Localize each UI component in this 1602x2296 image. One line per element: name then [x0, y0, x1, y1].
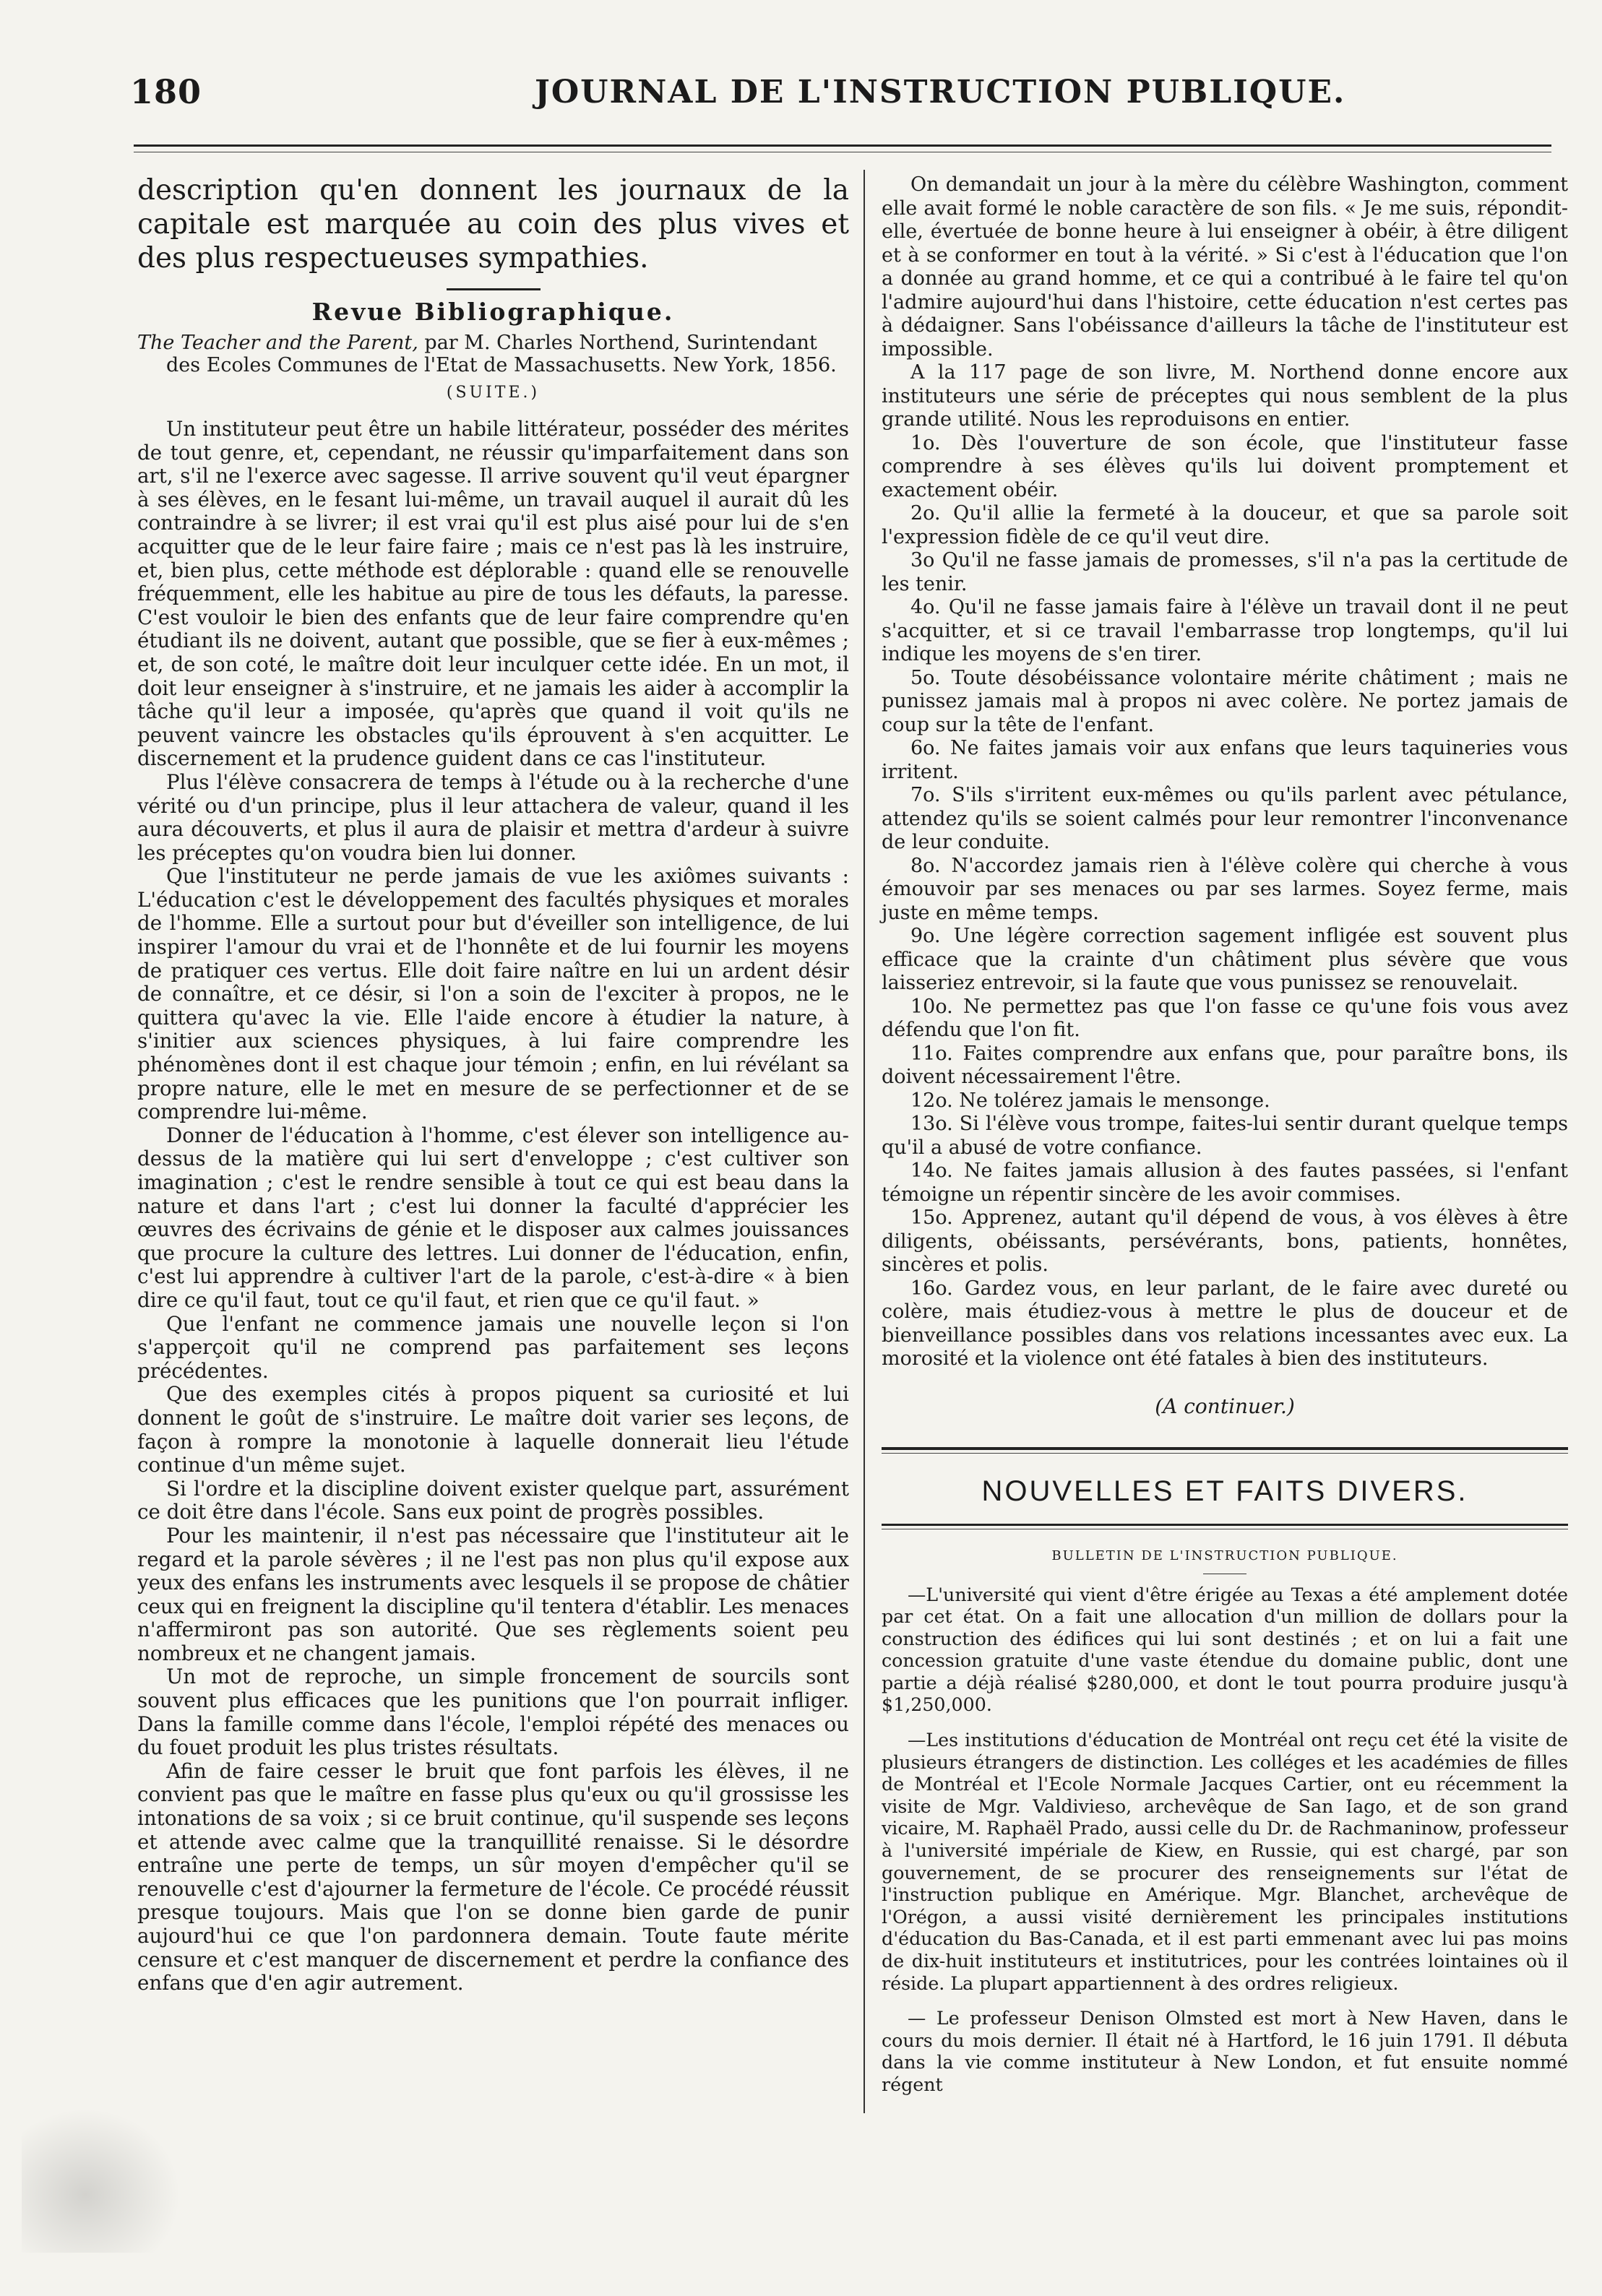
left-column	[137, 173, 849, 1995]
precept-item: 8o. N'accordez jamais rien à l'élève colère qui cherche à vous émouvoir par ses menaces ou par ses larmes. Soyez ferme, mais juste en même temps.	[882, 854, 1568, 924]
precept-item: 12o. Ne tolérez jamais le mensonge.	[910, 1089, 1270, 1112]
journal-title: JOURNAL DE L'INSTRUCTION PUBLIQUE.	[535, 74, 1346, 111]
article-paragraph: Afin de faire cesser le bruit que font parfois les élèves, il ne convient pas que le maître en fasse plus qu'eux ou qu'il grossisse les intonations de sa voix ; si ce bruit continue, qu'il suspende ses leçons et attende avec calme que la tranquillité renaisse. Si le désordre entraîne une perte de temps, un sûr moyen d'empêcher qu'il se renouvelle c'est d'ajourner la fermeture de l'école. Ce procédé réussit presque toujours. Mais que l'on se donne bien garde de punir aujourd'hui ce que l'on pardonnera demain. Toute faute mérite censure et c'est manquer de discernement et perdre la confiance des enfans que d'en agir autrement.	[137, 1758, 849, 1995]
precept-item: 1o. Dès l'ouverture de son école, que l'instituteur fasse comprendre à ses élèves qu'ils lui doivent promptement et exactement obéir.	[882, 431, 1568, 501]
precept-item: 16o. Gardez vous, en leur parlant, de le faire avec dureté ou colère, mais étudiez-vous à mettre le plus de douceur et de bienveillance possibles dans vos relations incessantes avec eux. La morosité et la violence ont été fatales à bien des instituteurs.	[882, 1277, 1568, 1370]
paper-smudge	[22, 2108, 181, 2253]
bulletin-heading: BULLETIN DE L'INSTRUCTION PUBLIQUE.	[1051, 1548, 1398, 1563]
column-divider	[864, 170, 865, 2113]
article-paragraph: Un mot de reproche, un simple froncement de sourcils sont souvent plus efficaces que les punitions que l'on pourrait infliger. Dans la famille comme dans l'école, l'emploi répété des menaces ou du fouet produit les plus tristes résultats.	[137, 1665, 849, 1760]
article-paragraph: Plus l'élève consacrera de temps à l'étude ou à la recherche d'une vérité ou d'un principe, plus il leur attachera de valeur, quand il les aura découverts, et plus il aura de plaisir et mettra d'ardeur à suivre les préceptes qu'on voudra bien lui donner.	[137, 769, 849, 865]
precept-item: 15o. Apprenez, autant qu'il dépend de vous, à vos élèves à être diligents, obéissants, persévérants, bons, patients, honnêtes, sincères et polis.	[882, 1207, 1568, 1276]
precept-item: 9o. Une légère correction sagement infligée est souvent plus efficace que la crainte d'un châtiment plus sévère que vous laisseriez entrevoir, si la faute que vous punissez se renouvelait.	[882, 925, 1568, 994]
news-item: —L'université qui vient d'être érigée au Texas a été amplement dotée par cet état. On a fait une allocation d'un million de dollars pour la construction des édifices qui lui sont destinés ; et on lui a fait une concession gratuite d'une vaste étendue du domaine public, dont une partie a déjà réalisé $280,000, et dont le tout pourra produire jusqu'à $1,250,000.	[882, 1584, 1568, 1716]
news-heading: NOUVELLES ET FAITS DIVERS.	[981, 1475, 1468, 1507]
news-item: —Les institutions d'éducation de Montréal ont reçu cet été la visite de plusieurs étrangers de distinction. Les colléges et les académies de filles de Montréal et l'Ecole Normale Jacques Cartier, ont eu récemment la visite de Mgr. Valdivieso, archevêque de San Iago, et de son grand vicaire, M. Raphaël Prado, aussi celle du Dr. de Rachmaninow, professeur à l'université impériale de Kiew, en Russie, qui est chargé, par son gouvernement, de se procurer des renseignements sur l'état de l'instruction publique en Amérique. Mgr. Blanchet, archevêque de l'Orégon, a aussi visité dernièrement les principales institutions d'éducation du Bas-Canada, et il est parti emmenant avec lui pas moins de dix-huit instituteurs et institutrices, pour les contrées lointaines où il réside. La plupart appartiennent à des ordres religieux.	[882, 1730, 1568, 1994]
precept-item: 2o. Qu'il allie la fermeté à la douceur, et que sa parole soit l'expression fidèle de ce qu'il veut dire.	[882, 502, 1568, 548]
suite-label: (SUITE.)	[446, 384, 541, 402]
section-heading: Revue Bibliographique.	[311, 298, 675, 326]
right-column	[882, 173, 1568, 2099]
book-title: The Teacher and the Parent,	[137, 332, 418, 354]
article-paragraph: Pour les maintenir, il n'est pas nécessaire que l'instituteur ait le regard et la parole sévères ; il ne l'est pas non plus qu'il expose aux yeux des enfans les instruments avec lesquels il se propose de châtier ceux qui en freignent la discipline qu'il tentera d'établir. Les menaces n'affermiront pas son autorité. Que ses règlements soient peu nombreux et ne changent jamais.	[137, 1523, 849, 1665]
article-paragraph: On demandait un jour à la mère du célèbre Washington, comment elle avait formé le noble caractère de son fils. « Je me suis, répondit-elle, évertuée de bonne heure à lui enseigner à obéir, à être diligent et à se conformer en tout à la vérité. » Si c'est à l'éducation que l'on a donnée au grand homme, et ce qui a contribué à le faire tel qu'on l'admire aujourd'hui dans l'histoire, cette éducation n'est certes pas à dédaigner. Sans l'obéissance d'ailleurs la tâche de l'instituteur est impossible.	[882, 173, 1568, 361]
news-heading-rule	[882, 1524, 1568, 1526]
section-separator	[447, 288, 541, 290]
precept-item: 13o. Si l'élève vous trompe, faites-lui sentir durant quelque temps qu'il a abusé de votre confiance.	[882, 1113, 1568, 1159]
precept-item: 5o. Toute désobéissance volontaire mérite châtiment ; mais ne punissez jamais mal à propos ni avec colère. Ne portez jamais de coup sur la tête de l'enfant.	[882, 666, 1568, 736]
page-number: 180	[130, 72, 202, 111]
lead-paragraph: description qu'en donnent les journaux de la capitale est marquée au coin des plus vives et des plus respectueuses sympathies.	[137, 174, 849, 275]
running-head	[130, 72, 1573, 123]
article-paragraph: Que des exemples cités à propos piquent sa curiosité et lui donnent le goût de s'instruire. Le maître doit varier ses leçons, de façon à rompre la monotonie à laquelle donnerait lieu l'étude continue d'un même sujet.	[137, 1382, 849, 1477]
article-paragraph: Si l'ordre et la discipline doivent exister quelque part, assurément ce doit être dans l'école. Sans eux point de progrès possibles.	[137, 1476, 849, 1524]
precept-item: 11o. Faites comprendre aux enfans que, pour paraître bons, ils doivent nécessairement l'être.	[882, 1042, 1568, 1088]
precept-item: 14o. Ne faites jamais allusion à des fautes passées, si l'enfant témoigne un répentir sincère de les avoir commises.	[882, 1160, 1568, 1206]
precept-item: 4o. Qu'il ne fasse jamais faire à l'élève un travail dont il ne peut s'acquitter, et si ce travail l'embarrasse trop longtemps, qu'il lui indique les moyens de s'en tirer.	[882, 596, 1568, 665]
article-paragraph: Donner de l'éducation à l'homme, c'est élever son intelligence au-dessus de la matière qui lui sert d'enveloppe ; c'est cultiver son imagination ; c'est le rendre sensible à tout ce qui est beau dans la nature et dans l'art ; c'est lui donner la faculté d'apprécier les œuvres des écrivains de génie et le disposer aux calmes jouissances que procure la culture des lettres. Lui donner de l'éducation, enfin, c'est lui apprendre à cultiver l'art de la parole, c'est-à-dire « à bien dire ce qu'il faut, tout ce qu'il faut, et rien que ce qu'il faut. »	[137, 1123, 849, 1312]
precept-item: 6o. Ne faites jamais voir aux enfans que leurs taquineries vous irritent.	[882, 737, 1568, 783]
article-paragraph: Que l'instituteur ne perde jamais de vue les axiômes suivants : L'éducation c'est le développement des facultés physiques et morales de l'homme. Elle a surtout pour but d'éveiller son intelligence, de lui inspirer l'amour du vrai et de l'honnête et de lui fournir les moyens de pratiquer ces vertus. Elle doit faire naître en lui un ardent désir de connaître, et ce désir, si l'on a soin de l'exciter à propos, ne le quittera qu'avec la vie. Elle l'aide encore à étudier la nature, à s'initier aux sciences physiques, à lui faire comprendre les phénomènes dont il est chaque jour témoin ; enfin, en lui révélant sa propre nature, elle le met en mesure de se perfectionner et de se comprendre lui-même.	[137, 864, 849, 1124]
news-item: — Le professeur Denison Olmsted est mort à New Haven, dans le cours du mois dernier. Il était né à Hartford, le 16 juin 1791. Il débuta dans la vie comme instituteur à New London, et fut ensuite nommé régent	[882, 2008, 1568, 2095]
precept-item: 3o Qu'il ne fasse jamais de promesses, s'il n'a pas la certitude de les tenir.	[882, 549, 1568, 595]
book-details: par M. Charles Northend, Surintendant des Ecoles Communes de l'Etat de Massachusetts. New York, 1856.	[166, 332, 837, 376]
article-paragraph: Un instituteur peut être un habile littérateur, posséder des mérites de tout genre, et, cependant, ne réussir qu'imparfaitement dans son art, s'il ne l'exerce avec sagesse. Il arrive souvent qu'il veut épargner à ses élèves, en le fesant lui-même, un travail auquel il aurait dû les contraindre à se livrer; il est vrai qu'il est plus aisé pour lui de s'en acquitter que de le leur faire faire ; mais ce n'est pas là les instruire, et, bien plus, cette méthode est déplorable : quand elle se renouvelle fréquemment, elle les habitue au pire de tous les défauts, la paresse. C'est vouloir le bien des enfants que de leur faire comprendre qu'en étudiant ils ne doivent, autant que possible, que se fier à eux-mêmes ; et, de son coté, le maître doit leur inculquer cette idée. En un mot, il doit leur enseigner à s'instruire, et ne jamais les aider à accomplir la tâche qu'il leur a imposée, qu'après que quand il voit qu'ils ne peuvent vaincre les obstacles qu'ils éprouvent à s'en acquitter. Le discernement et la prudence guident dans ce cas l'instituteur.	[137, 417, 849, 771]
precept-item: 7o. S'ils s'irritent eux-mêmes ou qu'ils parlent avec pétulance, attendez qu'ils se soient calmés pour leur remontrer l'inconvenance de leur conduite.	[882, 784, 1568, 853]
precept-item: 10o. Ne permettez pas que l'on fasse ce qu'une fois vous avez défendu que l'on fit.	[882, 995, 1568, 1041]
header-rule	[134, 144, 1551, 147]
news-top-rule-thin	[882, 1453, 1568, 1454]
continuation-note: (A continuer.)	[1155, 1394, 1295, 1418]
book-reference	[137, 332, 849, 376]
article-paragraph: A la 117 page de son livre, M. Northend donne encore aux instituteurs une série de préceptes qui nous semblent de la plus grande utilité. Nous les reproduisons en entier.	[882, 361, 1568, 431]
news-top-rule	[882, 1447, 1568, 1450]
article-paragraph: Que l'enfant ne commence jamais une nouvelle leçon si l'on s'apperçoit qu'il ne comprend pas parfaitement ses leçons précédentes.	[137, 1311, 849, 1383]
